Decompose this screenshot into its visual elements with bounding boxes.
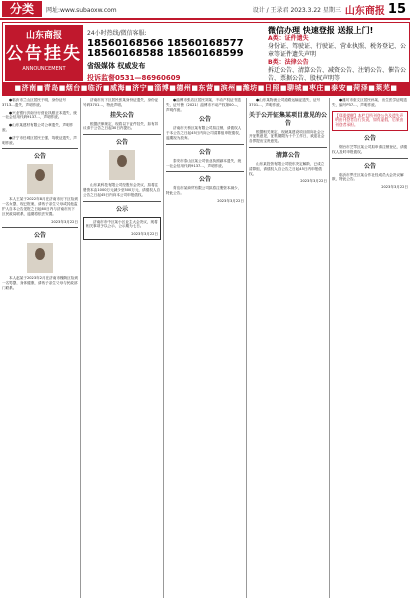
c4-head-1: 关于公开征集某项目意见的公告 <box>249 111 327 127</box>
c2-date: 2023年3月22日 <box>131 232 158 237</box>
c1-date: 2023年3月22日 <box>51 219 78 224</box>
child-photo-3 <box>109 150 135 180</box>
c3-body-1: 济南市天桥区某有限公司拟注销，请债权人于本公告之日起45日内向公司清算组申报债权，逾期视为放弃。 <box>166 126 243 140</box>
child-photo-2 <box>27 243 53 273</box>
c4-date: 2023年3月22日 <box>300 179 327 184</box>
c2-head-3: 公示 <box>115 205 128 213</box>
c1-item-1: ●临沂市兰山区居民于明，身份证号3713…遗失，声明作废。 <box>2 98 67 107</box>
slogan: 省级媒体 权威发布 <box>87 62 146 70</box>
c3-body-3: 青岛市某商贸有限公司拟将注册资本减少，特此公告。 <box>166 186 242 196</box>
c5-date: 2023年3月22日 <box>381 185 408 190</box>
ad-banner <box>2 22 410 96</box>
divider <box>2 227 78 228</box>
page-number: 15 <box>387 1 406 17</box>
wechat-block <box>268 27 406 83</box>
c2-body-1: 根据法律规定，现将以下证件挂失，如有异议请于公告之日起30日内提出。 <box>83 121 159 131</box>
column-rule <box>329 98 330 598</box>
column-3 <box>166 98 244 598</box>
divider <box>166 171 244 172</box>
brand-title: 公告挂失 <box>6 44 82 64</box>
page-header <box>0 0 410 18</box>
c2-body-2: 山东某科技有限公司经股东会决议，拟将注册资本由1000万元减少至500万元，请债权人自公告之日起45日内向本公司申报债权。 <box>83 183 161 197</box>
c2-intro: 济南市历下区居民张某身份证遗失，身份证号码3701…，特此声明。 <box>83 98 159 107</box>
divider <box>249 147 327 148</box>
c1-item-2: ●兴业银行济南分行营业执照正本遗失，统一社会信用代码9137…，声明作废。 <box>2 110 77 120</box>
header-rule <box>0 18 410 20</box>
c4-body-1: 根据相关规定，现就某建设项目面向社会公开征集意见，征集期限为十个工作日，欢迎社会各界提出宝贵意见。 <box>249 129 325 144</box>
c1-head-2: 公告 <box>33 232 46 240</box>
header-meta <box>253 5 341 14</box>
column-rule <box>163 98 164 598</box>
complaint-line: 投诉监督0531—86960609 <box>87 74 181 82</box>
site-url: 网址:www.subaoxw.com <box>46 6 117 14</box>
section-tag: 分类 <box>2 1 42 17</box>
wechat-title: 微信办理 快速登报 送报上门! <box>268 26 374 35</box>
cat2-title: B类：法律公告 <box>268 59 309 66</box>
column-1 <box>2 98 78 598</box>
brand-paper: 山东商报 <box>25 31 62 41</box>
c1-body-1: 本人王某于2022年8月在济南市历下区捡到一名女婴，现已报案，请孩子亲生父母或其他监护人自本公告见报之日起60日内与济南市历下区民政局联系，逾期将依法安置。 <box>2 197 78 216</box>
brand-block <box>5 25 83 81</box>
hotline-label: 24小时热线/微信客服: <box>87 30 147 37</box>
divider <box>83 134 161 135</box>
cat2-text: 拆迁公告、清算公告、减资公告、注销公告、催告公告、票据公告、股权声明等 <box>268 67 407 82</box>
c3-head-2: 公告 <box>198 148 211 156</box>
child-photo-1 <box>27 164 53 194</box>
issue-date: 2023.3.22 星期三 <box>290 6 341 14</box>
c3-head-1: 公告 <box>198 116 211 124</box>
c2-body-3: 济南市市中区某小区业主大会决议，现将相关事项予以公示，公示期为七日。 <box>86 219 158 229</box>
c2-head-2: 公告 <box>115 139 128 147</box>
c4-head-2: 清算公告 <box>275 151 300 159</box>
phone-line-1: 18560168566 18560168577 <box>87 38 244 49</box>
c5-head-1: 公告 <box>363 134 376 142</box>
divider <box>332 158 408 159</box>
column-5 <box>332 98 408 598</box>
column-2 <box>83 98 161 598</box>
c5-head-2: 公告 <box>363 162 376 170</box>
brand-sub: ANNOUNCEMENT <box>22 66 66 72</box>
divider <box>166 144 244 145</box>
c2-box <box>83 217 161 240</box>
divider <box>83 201 161 202</box>
c5-notice: 【郑重提醒】本栏目所刊登公告及遗失声明由刊登者自行负责，如有虚假，后果由刊登者承担。 <box>332 111 408 131</box>
editor-credit: 设计 / 王录君 <box>252 6 289 14</box>
c3-intro: ●淄博市张店区居民刘某，不动产权证书遗失，证号鲁（2021）淄博市不动产权第00…，声明作废。 <box>166 98 241 112</box>
c3-date: 2023年3月22日 <box>217 198 244 203</box>
c5-intro: ●潍坊市奎文区居民孙某，出生医学证明遗失，编号P37…，声明作废。 <box>332 98 407 107</box>
c4-body-2: 山东某投资有限公司股东决定解散，已成立清算组，请债权人自公告之日起45日内申报债权。 <box>249 161 325 176</box>
c4-intro: ●山东某物流公司道路运输证遗失，证号3701…，声明作废。 <box>249 98 321 107</box>
divider <box>2 148 78 149</box>
c5-body-1: 烟台市芝罘区某公司拟申请注销登记，请债权人及时申报债权。 <box>332 144 408 154</box>
city-strip: ■济南■青岛■烟台■临沂■威海■济宁■淄博■德州■东营■滨州■潍坊■日照■聊城■枣庄■泰安■菏泽■莱芜■ <box>3 82 409 95</box>
c1-item-3: ●山东某建材有限公司公章遗失，声明作废。 <box>2 123 74 132</box>
paper-name: 山东商报 <box>344 5 385 17</box>
c2-head-1: 挂失公告 <box>109 111 134 119</box>
hotline-block <box>87 29 287 83</box>
c5-body-2: 临沂市罗庄区某合作社经成员大会决议解散，特此公告。 <box>332 172 404 182</box>
column-rule <box>246 98 247 598</box>
cat1-text: 身份证、驾驶证、行驶证、营业执照、税务登记、公章等证件遗失声明 <box>268 43 407 58</box>
c1-item-4: ●济宁市任城区居民王强，驾驶证遗失，声明作废。 <box>2 135 77 145</box>
phone-line-2: 18560168588 18560168599 <box>87 48 244 59</box>
c1-head-1: 公告 <box>33 153 46 161</box>
column-4 <box>249 98 327 598</box>
c3-body-2: 泰安市泰山区某公司营业执照副本遗失，统一社会信用代码9137…，声明作废。 <box>166 158 242 168</box>
column-rule <box>80 98 81 598</box>
c3-head-3: 公告 <box>198 176 211 184</box>
cat1-title: A类：证件遗失 <box>268 35 309 42</box>
c1-body-2: 本人赵某于2023年2月在济南市槐荫区捡到一名男婴，身体健康，请孩子亲生父母与民政部门联系。 <box>2 276 78 290</box>
